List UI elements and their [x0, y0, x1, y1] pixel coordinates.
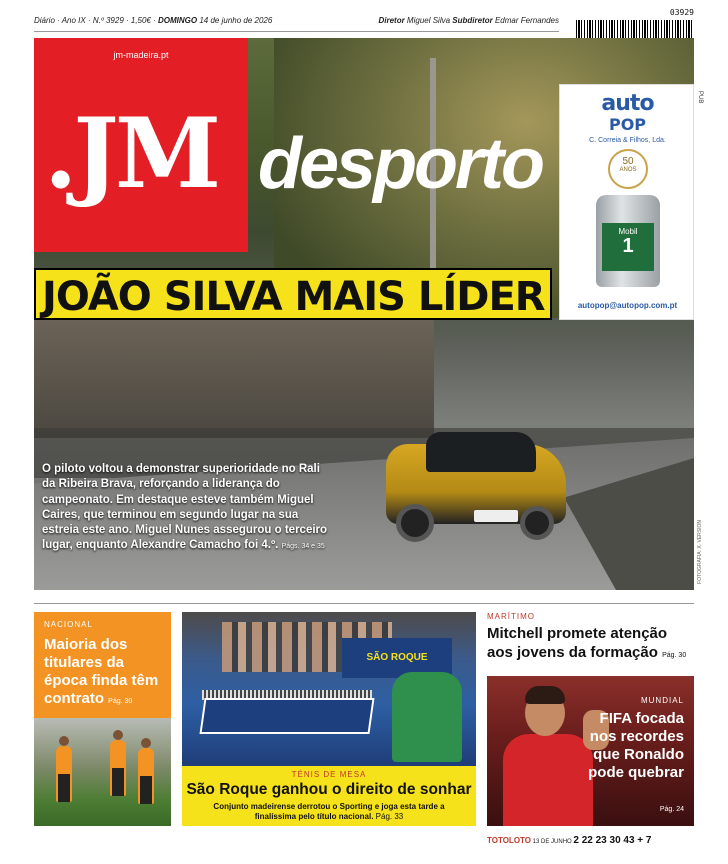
- nacional-teaser[interactable]: [34, 612, 171, 718]
- lead-paragraph: [42, 462, 332, 554]
- jm-logo: .JM: [44, 97, 218, 210]
- section-title: desporto: [258, 124, 543, 204]
- nacional-title: Maioria dos titulares da época finda têm contrato Pág. 30: [44, 636, 159, 707]
- masthead: [34, 10, 559, 32]
- lead-text: O piloto voltou a demonstrar superioridade no Rali da Ribeira Brava, reforçando a liderança do campeonato. Em destaque esteve também Miguel Caires, que terminou em segundo lugar na sua estreia este ano. Miguel Nunes assegurou o terceiro lugar, enquanto Alexandre Camacho foi 4.º.: [42, 463, 328, 552]
- mundial-title: FIFA focada nos recordes que Ronaldo pode quebrar: [588, 710, 684, 781]
- mundial-teaser[interactable]: [487, 676, 694, 826]
- photo-credit: FOTOGRAFIA: X. VERSION: [697, 520, 703, 584]
- rally-car: [386, 424, 566, 542]
- ad-pub-label: PUB: [697, 91, 703, 104]
- rally-car-wheel-rear: [520, 506, 554, 540]
- totoloto-label: TOTOLOTO: [487, 836, 532, 845]
- totoloto-numbers: 2 22 23 30 43 + 7: [573, 835, 652, 846]
- totoloto-results: [487, 830, 694, 846]
- lead-pages: Págs. 34 e 35: [281, 543, 325, 551]
- ronaldo-hair: [525, 686, 565, 704]
- main-headline-text: JOÃO SILVA MAIS LÍDER: [42, 274, 545, 320]
- tenis-title: São Roque ganhou o direito de sonhar: [186, 781, 472, 798]
- tenis-teaser[interactable]: [182, 766, 476, 826]
- section-divider: [34, 603, 694, 604]
- ad-brand-bottom: POP: [608, 115, 647, 134]
- ad-bottle-label: Mobil 1: [602, 223, 654, 271]
- player-figure: [56, 746, 72, 802]
- player-figure: [110, 740, 126, 796]
- totoloto-date: 13 DE JUNHO: [531, 839, 574, 845]
- mundial-tag: MUNDIAL: [640, 696, 684, 705]
- nacional-tag: NACIONAL: [44, 620, 93, 629]
- jm-logo-block[interactable]: [34, 38, 248, 252]
- staff-info: Diretor Miguel Silva Subdiretor Edmar Fernandes: [378, 16, 559, 25]
- rally-car-plate: [474, 510, 518, 522]
- maritimo-teaser[interactable]: Mitchell promete atenção aos jovens da formação Pág. 30: [487, 625, 687, 662]
- autopop-ad[interactable]: [559, 84, 703, 320]
- ad-oil-bottle: [596, 195, 660, 287]
- tenis-player: [392, 672, 462, 762]
- main-headline[interactable]: [34, 268, 552, 320]
- nacional-photo: [34, 718, 171, 826]
- ad-company: C. Correia & Filhos, Lda.: [589, 137, 666, 144]
- edition-info: Diário · Ano IX · N.º 3929 · 1,50€ · DOMINGO 14 de junho de 2026: [34, 16, 273, 25]
- ad-brand-top: auto: [601, 91, 654, 116]
- tenis-tag: TÉNIS DE MESA: [291, 770, 367, 779]
- maritimo-tag: MARÍTIMO: [487, 612, 535, 621]
- tenis-banner: SÃO ROQUE: [342, 638, 452, 678]
- tenis-table: [199, 698, 374, 734]
- site-url[interactable]: jm-madeira.pt: [113, 50, 169, 60]
- ad-anniversary-seal: 50 ANOS: [608, 149, 648, 189]
- rally-car-wheel-front: [396, 504, 434, 542]
- tenis-photo: [182, 612, 476, 766]
- player-figure: [138, 748, 154, 804]
- mundial-page: Pág. 24: [659, 806, 684, 813]
- hero-houses: [34, 318, 434, 438]
- barcode-issue: 03929: [669, 8, 694, 17]
- tenis-description: Conjunto madeirense derrotou o Sporting e joga esta tarde a finalíssima pelo título nacional. Pág. 33: [213, 802, 445, 822]
- rally-car-windshield: [426, 432, 536, 472]
- ad-email[interactable]: autopop@autopop.com.pt: [577, 301, 678, 310]
